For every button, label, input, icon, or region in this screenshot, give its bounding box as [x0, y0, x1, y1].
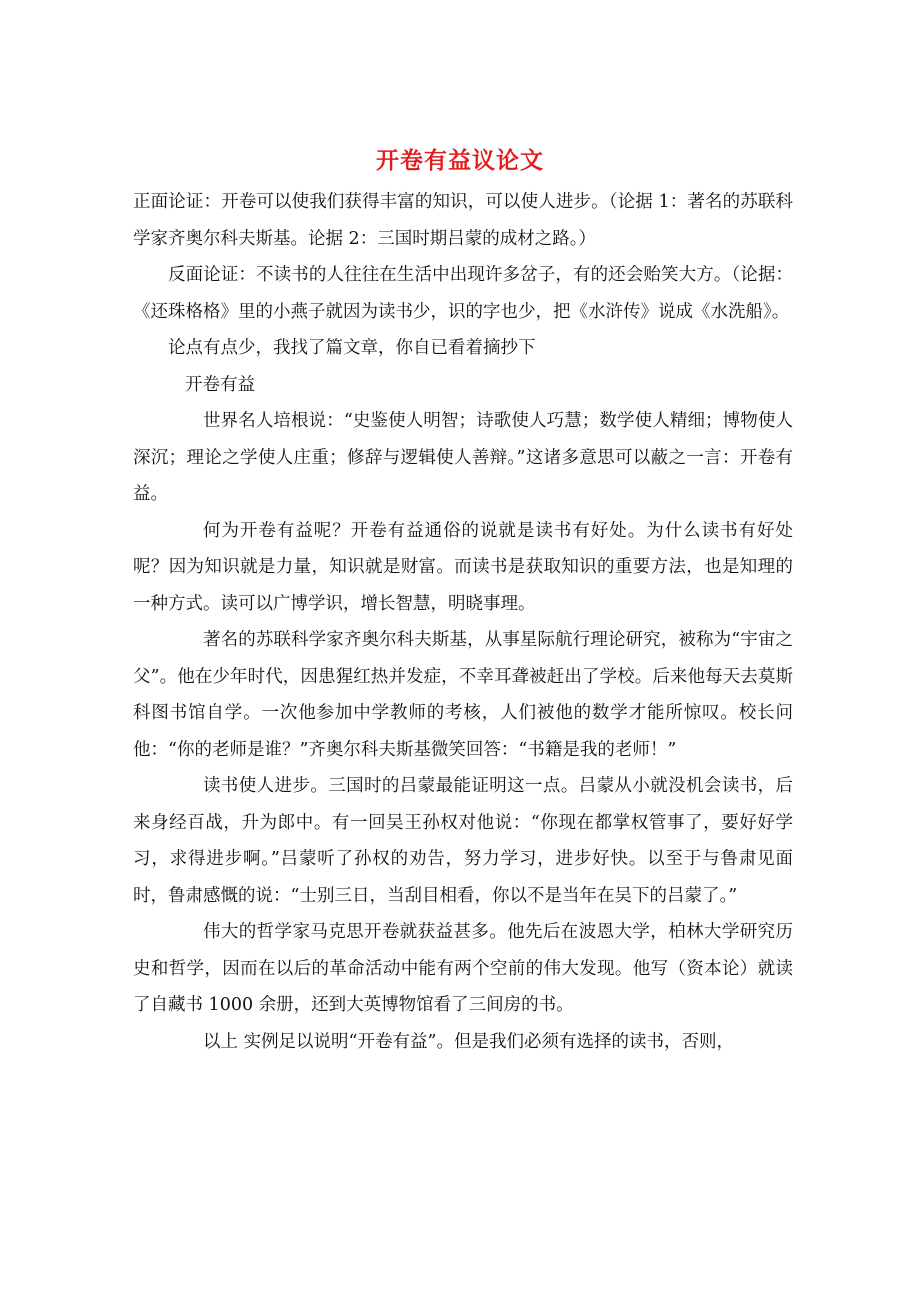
- paragraph-positive-argument: 正面论证：开卷可以使我们获得丰富的知识，可以使人进步。（论据 1：著名的苏联科学家齐奥尔科夫斯基。论据 2：三国时期吕蒙的成材之路。）: [133, 192, 793, 249]
- document-title: 开卷有益议论文: [376, 147, 544, 174]
- document-body: [133, 184, 793, 1060]
- paragraph-note: 论点有点少，我找了篇文章，你自已看着摘抄下: [168, 338, 536, 358]
- paragraph-lu-meng: 读书使人进步。三国时的吕蒙最能证明这一点。吕蒙从小就没机会读书，后来身经百战，升为郎中。有一回吴王孙权对他说：“你现在都掌权管事了，要好好学习，求得进步啊。”吕蒙听了孙权的劝告，努力学习，进步好快。以至于与鲁肃见面时，鲁肃感慨的说：“士别三日，当刮目相看，你以不是当年在吴下的吕蒙了。”: [133, 776, 793, 906]
- paragraph-tsiolkovsky: 著名的苏联科学家齐奥尔科夫斯基，从事星际航行理论研究，被称为“宇宙之父”。他在少年时代，因患猩红热并发症，不幸耳聋被赶出了学校。后来他每天去莫斯科图书馆自学。一次他参加中学教师的考核，人们被他的数学才能所惊叹。校长问他：“你的老师是谁？”齐奥尔科夫斯基微笑回答：“书籍是我的老师！”: [133, 630, 793, 760]
- paragraph-bacon-quote: 世界名人培根说：“史鉴使人明智；诗歌使人巧慧；数学使人精细；博物使人深沉；理论之学使人庄重；修辞与逻辑使人善辩。”这诸多意思可以蔽之一言：开卷有益。: [133, 411, 793, 504]
- paragraph-conclusion: 以上 实例足以说明“开卷有益”。但是我们必须有选择的读书，否则，: [203, 1031, 734, 1052]
- paragraph-negative-argument: 反面论证：不读书的人往往在生活中出现许多岔子，有的还会贻笑大方。（论据：《还珠格格》里的小燕子就因为读书少，识的字也少，把《水浒传》说成《水洗船》。: [133, 265, 793, 322]
- paragraph-marx: 伟大的哲学家马克思开卷就获益甚多。他先后在波恩大学，柏林大学研究历史和哲学，因而在以后的革命活动中能有两个空前的伟大发现。他写（资本论）就读了自藏书 1000 余册，还到大英博物馆看了三间房的书。: [133, 922, 793, 1015]
- paragraph-definition: 何为开卷有益呢？开卷有益通俗的说就是读书有好处。为什么读书有好处呢？因为知识就是力量，知识就是财富。而读书是获取知识的重要方法，也是知理的一种方式。读可以广博学识，增长智慧，明晓事理。: [133, 520, 793, 614]
- article-heading: 开卷有益: [185, 374, 255, 395]
